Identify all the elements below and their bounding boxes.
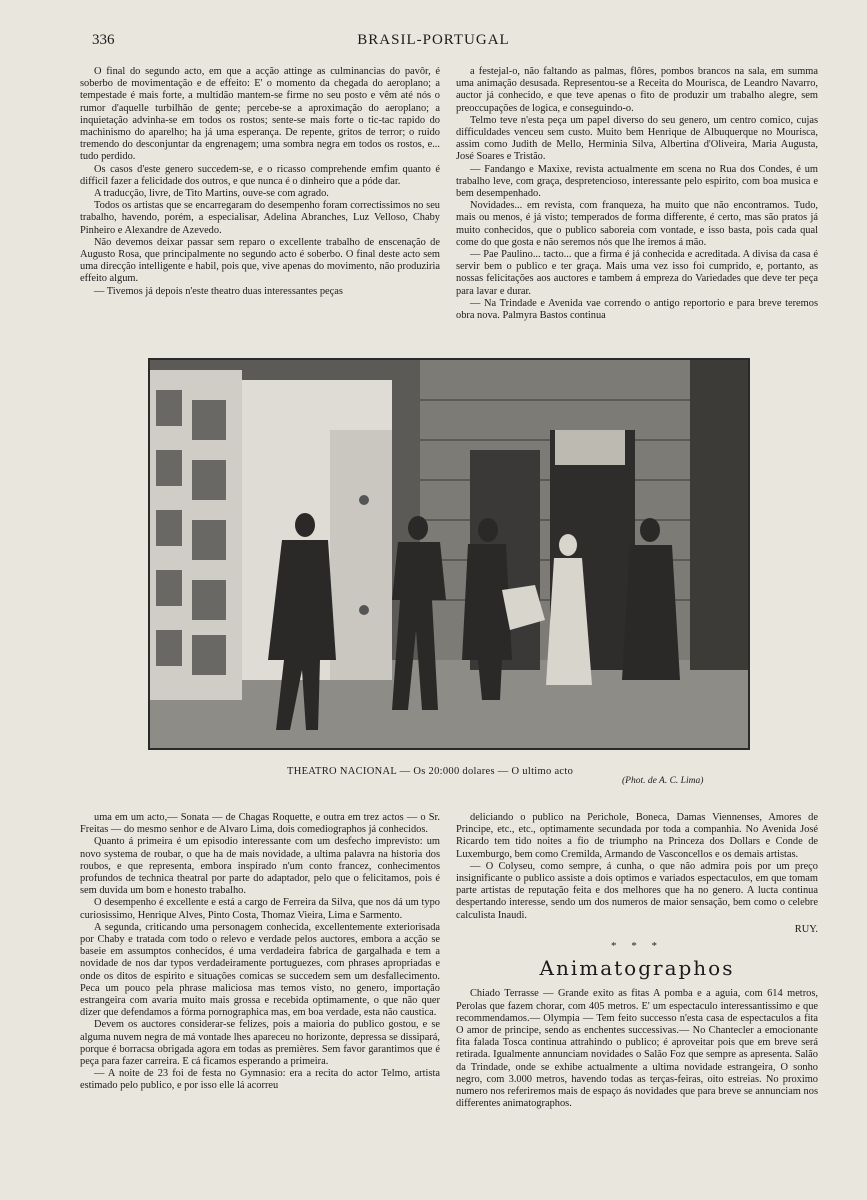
paragraph: — Na Trindade e Avenida vae correndo o antigo reportorio e para breve teremos obra nova. Palmyra Bastos continua xyxy=(456,297,818,322)
column-1 xyxy=(80,66,440,298)
paragraph: deliciando o publico na Perichole, Boneca, Damas Viennenses, Amores de Principe, etc., etc., optimamente secundada por toda a companhia. No Avenida José Ricardo tem tido noites a fio de triumpho na Princeza dos Dollars e Conde de Luxemburgo, bem como Cremilda, Armando de Vasconcellos e os demais artistas. xyxy=(456,812,818,860)
paragraph: Chiado Terrasse — Grande exito as fitas A pomba e a aguia, com 614 metros, Perolas que fazem chorar, com 405 metros. E' um espectaculo interessantissimo e que recommendamos.— Olympia — Tem feito successo n'esta casa de espectaculos a fita O amor de principe, sendo as enchentes successivas.— No Chantecler a emocionante fita falada Tosca continua attrahindo o publico; é aproveitar pois que em breve será retirada. Igualmente annunciam novidades o Salão Foz que sempre as apresenta. Salão da Trindade, onde se exhibe actualmente a ultima novidade estrangeira, O sonho negro, com 3.000 metros, havendo todas as terças-feiras, oito estreias. No proximo numero nos referiremos mais de espaço ás novidades que para breve se annunciam nos differentes animatographos. xyxy=(456,988,818,1110)
paragraph: O desempenho é excellente e está a cargo de Ferreira da Silva, que nos dá um typo curiosissimo, Henrique Alves, Pinto Costa, Thomaz Vieira, Lima e Sarmento. xyxy=(80,897,440,921)
paragraph: Telmo teve n'esta peça um papel diverso do seu genero, um centro comico, cujas difficuldades venceu sem custo. Muito bem Henrique de Albuquerque no Mourisca, assim como Judith de Mello, Herminia Silva, Albertina d'Oliveira, Maria Augusta, José Soares e Tristão. xyxy=(456,114,818,163)
paragraph: uma em um acto,— Sonata — de Chagas Roquette, e outra em trez actos — o Sr. Freitas — do mesmo senhor e de Alvaro Lima, dois comediographos já conhecidos. xyxy=(80,812,440,836)
paragraph: — Tivemos já depois n'este theatro duas interessantes peças xyxy=(94,285,343,297)
paragraph: Os casos d'este genero succedem-se, e o ricasso comprehende emfim quanto é difficil fazer a felicidade dos outros, e que nunca é o dinheiro que a póde dar. xyxy=(80,163,440,187)
column-4 xyxy=(456,812,818,1110)
paragraph: Novidades... em revista, com franqueza, ha muito que não encontramos. Tudo, mais ou menos, é já visto; temperados de forma differente, é certo, mas são pratos já muito conhecidos, que o publico saboreia com vontade, e isso basta, pois cada qual come do que gosta e não seremos nós que lhe iremos á mão. xyxy=(456,200,818,248)
paragraph: a festejal-o, não faltando as palmas, flôres, pombos brancos na sala, em summa uma animação desusada. Representou-se a Receita do Mourisca, de Leandro Navarro, auctor já conhecido, e que teve apenas o fito de produzir um trabalho alegre, sem preoccupações de logica, e conseguindo-o. xyxy=(456,66,818,114)
column-2 xyxy=(456,66,818,322)
page-title: BRASIL-PORTUGAL xyxy=(357,32,510,48)
paragraph: Todos os artistas que se encarregaram do desempenho foram correctissimos no seu trabalho, havendo, porém, a especialisar, Adelina Abranches, Luz Velloso, Chaby Pinheiro e Alexandre de Azevedo. xyxy=(80,200,440,236)
paragraph: Devem os auctores considerar-se felizes, pois a maioria do publico gostou, e se alguma nuvem negra de má vontade lhes apareceu no horizonte, depressa se dissipará, porque é borracsa obrigada agora em todas as premières. Sem favor garantimos que é peça para fazer carreira. E cá ficamos esperando a primeira. xyxy=(80,1019,440,1068)
photo-caption: THEATRO NACIONAL — Os 20:000 dolares — O ultimo acto xyxy=(287,766,574,777)
paragraph: Quanto á primeira é um episodio interessante com um desfecho imprevisto: um novo systema de roubar, o que ha de mais novidade, a ultima palavra na historia dos roubos, e que representa, embora inspirado n'um conto francez, conhecimentos profundos de technica theatral por parte do adaptador, pelo que o felicitamos, pois é sem duvida um bom e honesto trabalho. xyxy=(80,836,440,897)
section-divider: * * * xyxy=(611,940,663,953)
paragraph: — Fandango e Maxixe, revista actualmente em scena no Rua dos Condes, é um trabalho leve, com graça, despretencioso, interessante pelo espirito, com boa musica e bem desempenhado. xyxy=(456,163,818,200)
photo-credit: (Phot. de A. C. Lima) xyxy=(622,776,704,786)
paragraph: A segunda, criticando uma personagem conhecida, excellentemente exteriorisada por Chaby e tratada com todo o relevo e verdade pelos auctores, embora a acção se baseie em assumptos conhecidos, é uma verdadeira fabrica de gargalhada e tem a novidade de nos dar typos verdadeiramente portuguezes, com phrases apropriadas e onde os ditos de espirito e situações comicas se succedem sem um desfallecimento. Peca um pouco pela phrase maliciosa mas temos visto, no genero, importação estrangeira com avaria muito mais grossa e recebida optimamente, o que não quer dizer que defendamos a fórma pornographica mas, em boa verdade, esta não caustica. xyxy=(80,921,440,1019)
section-heading: Animatographos xyxy=(539,956,735,981)
author-signature: RUY. xyxy=(794,923,818,935)
paragraph: O final do segundo acto, em que a acção attinge as culminancias do pavôr, é soberbo de movimentação e de effeito: E' o momento da chegada do aeroplano; a tempestade é mais forte, a multidão mantem-se firme no seu posto e vêm até nós o rumor d'aquelle turbilhão de gente; percebe-se a aproximação do aeroplano; a inquietação advinha-se em todos os rostos; sente-se mais forte o tic-tac rapido do machinismo do aparelho; ha já uma esperança. De repente, gritos de terror; o ruido tremendo do desconjuntar da engrenagem; uma sombra negra em todos os rostos, e... tudo perdido. xyxy=(80,66,440,163)
paragraph: — O Colyseu, como sempre, á cunha, o que não admira pois por um preço insignificante o publico assiste a dois optimos e variados espectaculos, em que tomam parte artistas de reputação feita e dos melhores que ha no genero. A lucta continua despertando interesse, sendo um dos numeros de maior sensação, bem como o celebre calculista Inaudi. xyxy=(456,860,818,921)
paragraph: — A noite de 23 foi de festa no Gymnasio: era a recita do actor Telmo, artista estimado pelo publico, e por isso elle lá acorreu xyxy=(80,1068,440,1092)
theatre-photograph xyxy=(148,358,750,750)
paragraph: Não devemos deixar passar sem reparo o excellente trabalho de enscenação de Augusto Rosa, que principalmente no segundo acto é soberbo. O final deste acto sem uma direcção intelligente e habil, pois que, vive apenas do movimento, não produziria effeito algum. xyxy=(80,236,440,285)
column-3 xyxy=(80,812,440,1093)
page-number: 336 xyxy=(92,32,115,48)
paragraph: — Pae Paulino... tacto... que a firma é já conhecida e acreditada. A divisa da casa é servir bem o publico e ter graça. Mais uma vez isso foi cumprido, e, portanto, as nossas felicitações aos auctores e tambem á empreza do Variedades que deve ter peça para lavar e durar. xyxy=(456,249,818,297)
paragraph: A traducção, livre, de Tito Martins, ouve-se com agrado. xyxy=(94,188,329,200)
